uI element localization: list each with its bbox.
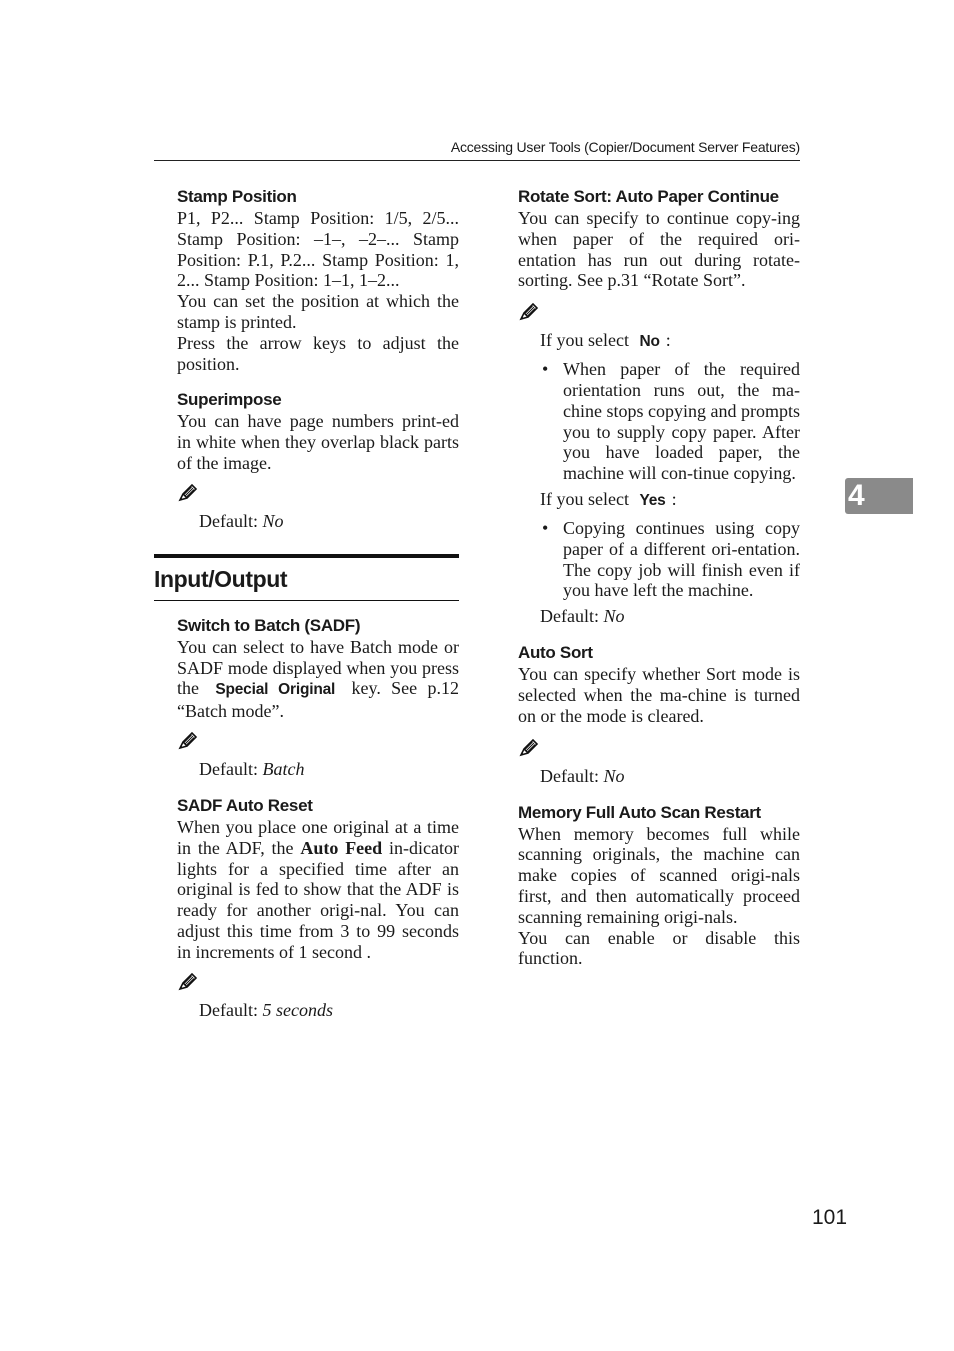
- stamp-position-hint: Press the arrow keys to adjust the position.: [177, 332, 459, 374]
- no-bullets: [540, 359, 800, 484]
- auto-feed-indicator-label: Auto Feed: [300, 837, 383, 858]
- switch-batch-default: Default: Batch: [199, 758, 305, 779]
- rotate-sort-default: Default: No: [540, 606, 625, 627]
- memory-full-enable: You can enable or disable this function.: [518, 927, 800, 969]
- rotate-sort-section: [518, 186, 800, 627]
- yes-bullet-item: • Copying continues using copy paper of a different ori-entation. The copy job will finish even if you have left the machine.: [540, 518, 800, 601]
- input-output-title-bar: [154, 554, 459, 601]
- sadf-reset-desc: When you place one original at a time in the ADF, the Auto Feed in-dicator lights for a specified time after an original is fed to show that the ADF is ready for another origi-nal. You can adjust this time from 3 to 99 seconds in increments of 1 second .: [177, 816, 459, 962]
- stamp-position-options: P1, P2... Stamp Position: 1/5, 2/5... Stamp Position: –1–, –2–... Stamp Position: P.1, P.2... Stamp Position: 1, 2... Stamp Position: 1–1, 1–2...: [177, 208, 459, 291]
- stamp-position-desc: You can set the position at which the stamp is printed.: [177, 291, 459, 332]
- sadf-reset-heading: SADF Auto Reset: [177, 795, 313, 815]
- section-title: Input/Output: [154, 565, 288, 592]
- running-header: [154, 138, 800, 161]
- superimpose-default: Default: No: [199, 510, 284, 531]
- no-key: No: [639, 333, 660, 351]
- auto-sort-heading: Auto Sort: [518, 643, 593, 663]
- sadf-reset-default: Default: 5 seconds: [199, 999, 333, 1020]
- superimpose-section: [177, 389, 459, 531]
- auto-sort-default: Default: No: [540, 765, 625, 786]
- stamp-position-heading: Stamp Position: [177, 187, 297, 206]
- chapter-tab: [845, 478, 913, 514]
- chapter-number: 4: [848, 479, 865, 512]
- yes-key: Yes: [639, 491, 666, 509]
- special-original-key: Special Original: [215, 681, 336, 699]
- memory-full-section: [518, 802, 800, 970]
- superimpose-heading: Superimpose: [177, 390, 282, 410]
- pencil-note-icon: [518, 737, 540, 759]
- page-number: 101: [812, 1206, 848, 1229]
- rotate-sort-heading: Rotate Sort: Auto Paper Continue: [518, 187, 779, 206]
- yes-bullets: [540, 518, 800, 601]
- rotate-sort-desc: You can specify to continue copy-ing when paper of the required ori-entation has run out during rotate-sorting. See p.31 “Rotate Sort”.: [518, 208, 800, 291]
- running-title: Accessing User Tools (Copier/Document Server Features): [450, 139, 800, 155]
- pencil-note-icon: [177, 971, 199, 993]
- auto-sort-desc: You can specify whether Sort mode is selected when the ma-chine is turned on or the mode is cleared.: [518, 664, 800, 726]
- left-column: [154, 186, 459, 1021]
- no-bullet-item: • When paper of the required orientation runs out, the ma-chine stops copying and prompts you to supply copy paper. After you have loaded paper, the machine will con-tinue copying.: [540, 359, 800, 484]
- switch-batch-heading: Switch to Batch (SADF): [177, 615, 361, 635]
- superimpose-desc: You can have page numbers print-ed in white when they overlap black parts of the image.: [177, 411, 459, 473]
- if-select-yes: If you select Yes :: [540, 488, 677, 509]
- switch-batch-desc: You can select to have Batch mode or SADF mode displayed when you press the Special Original key. See p.12 “Batch mode”.: [177, 636, 460, 722]
- memory-full-desc: When memory becomes full while scanning originals, the machine can make copies of scanned origi-nals first, and then automatically proceed scanning remaining origi-nals.: [518, 823, 800, 927]
- stamp-position-section: [177, 186, 459, 374]
- memory-full-heading: Memory Full Auto Scan Restart: [518, 802, 761, 822]
- right-column: [518, 186, 800, 969]
- auto-sort-section: [518, 642, 800, 786]
- pencil-note-icon: [518, 301, 540, 323]
- sadf-reset-section: [177, 795, 459, 1021]
- if-select-no: If you select No :: [540, 330, 671, 351]
- pencil-note-icon: [177, 482, 199, 504]
- switch-batch-section: [177, 615, 459, 780]
- pencil-note-icon: [177, 730, 199, 752]
